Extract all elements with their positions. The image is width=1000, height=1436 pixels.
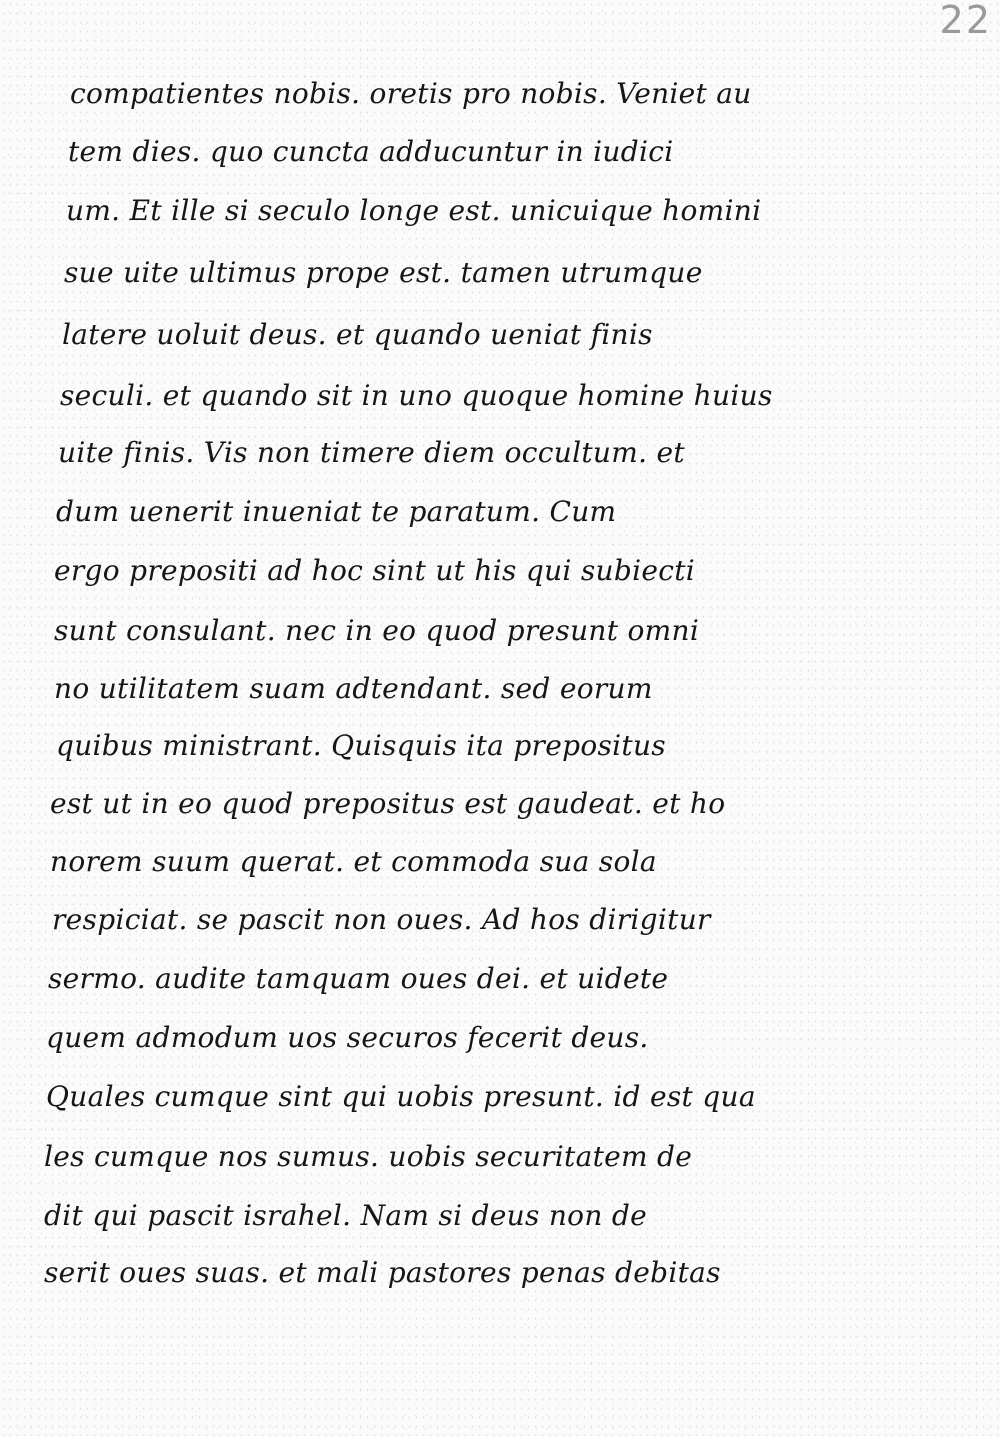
text-line-19: les cumque nos sumus. uobis securitatem de [44,1140,693,1173]
text-line-5: latere uoluit deus. et quando ueniat finis [62,318,653,351]
text-line-1: compatientes nobis. oretis pro nobis. Veniet au [70,77,752,110]
folio-number: 22 [939,0,992,42]
text-line-4: sue uite ultimus prope est. tamen utrumque [64,256,703,289]
text-line-8: dum uenerit inueniat te paratum. Cum [56,495,617,528]
text-line-20: dit qui pascit israhel. Nam si deus non de [44,1199,647,1232]
text-line-6: seculi. et quando sit in uno quoque homine huius [60,379,773,412]
text-line-12: quibus ministrant. Quisquis ita prepositus [56,729,666,762]
text-line-13: est ut in eo quod prepositus est gaudeat. et ho [50,787,726,820]
text-line-18: Quales cumque sint qui uobis presunt. id est qua [46,1080,756,1113]
text-line-11: no utilitatem suam adtendant. sed eorum [54,672,653,705]
text-line-14: norem suum querat. et commoda sua sola [50,845,657,878]
text-line-21: serit oues suas. et mali pastores penas debitas [44,1256,721,1289]
text-line-16: sermo. audite tamquam oues dei. et uidete [48,962,669,995]
text-line-7: uite finis. Vis non timere diem occultum. et [58,436,685,469]
text-line-3: um. Et ille si seculo longe est. unicuique homini [66,194,762,227]
text-line-15: respiciat. se pascit non oues. Ad hos dirigitur [52,903,711,936]
text-line-17: quem admodum uos securos fecerit deus. [46,1021,649,1054]
text-line-9: ergo prepositi ad hoc sint ut his qui subiecti [54,554,696,587]
text-line-2: tem dies. quo cuncta adducuntur in iudici [68,135,674,168]
text-line-10: sunt consulant. nec in eo quod presunt omni [54,614,700,647]
